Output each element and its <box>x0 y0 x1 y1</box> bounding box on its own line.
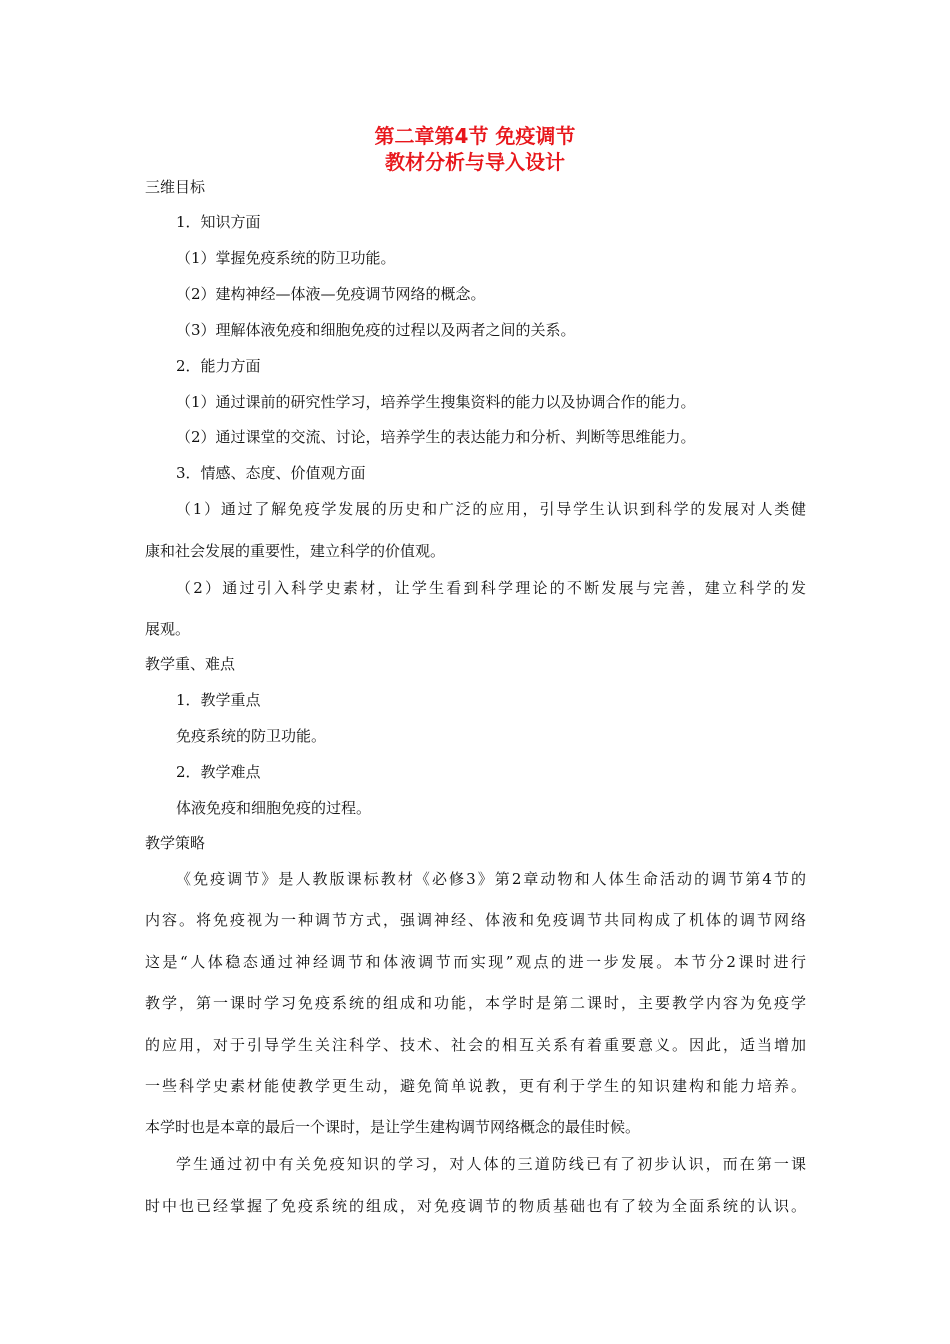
focus-heading: 1．教学重点 <box>176 691 261 709</box>
knowledge-item: （2）建构神经—体液—免疫调节网络的概念。 <box>176 285 486 303</box>
knowledge-item: （1）掌握免疫系统的防卫功能。 <box>176 249 396 267</box>
strategy-paragraph-2-line: 学生通过初中有关免疫知识的学习，对人体的三道防线已有了初步认识，而在第一课 <box>176 1155 806 1173</box>
emotion-heading: 3．情感、态度、价值观方面 <box>176 464 366 482</box>
emotion-item-1-line-1: （1）通过了解免疫学发展的历史和广泛的应用，引导学生认识到科学的发展对人类健 <box>176 500 806 518</box>
knowledge-heading: 1．知识方面 <box>176 213 261 231</box>
ability-item: （1）通过课前的研究性学习，培养学生搜集资料的能力以及协调合作的能力。 <box>176 393 696 411</box>
strategy-paragraph-line: 教学，第一课时学习免疫系统的组成和功能，本学时是第二课时，主要教学内容为免疫学 <box>145 994 806 1012</box>
difficulty-text: 体液免疫和细胞免疫的过程。 <box>176 799 372 817</box>
difficulty-heading: 2．教学难点 <box>176 763 261 781</box>
ability-item: （2）通过课堂的交流、讨论，培养学生的表达能力和分析、判断等思维能力。 <box>176 428 696 446</box>
ability-heading: 2．能力方面 <box>176 357 261 375</box>
goals-heading: 三维目标 <box>145 178 206 196</box>
strategy-paragraph-2-line: 时中也已经掌握了免疫系统的组成，对免疫调节的物质基础也有了较为全面系统的认识。 <box>145 1197 806 1215</box>
focus-text: 免疫系统的防卫功能。 <box>176 727 327 745</box>
key-points-heading: 教学重、难点 <box>145 655 236 673</box>
strategy-paragraph-line: 一些科学史素材能使教学更生动，避免简单说教，更有利于学生的知识建构和能力培养。 <box>145 1077 806 1095</box>
emotion-item-1-line-2: 康和社会发展的重要性，建立科学的价值观。 <box>145 542 446 560</box>
emotion-item-2-line-1: （2）通过引入科学史素材，让学生看到科学理论的不断发展与完善，建立科学的发 <box>176 579 806 597</box>
strategy-paragraph-line: 《免疫调节》是人教版课标教材《必修3》第2章动物和人体生命活动的调节第4节的 <box>176 870 806 888</box>
knowledge-item: （3）理解体液免疫和细胞免疫的过程以及两者之间的关系。 <box>176 321 576 339</box>
strategy-heading: 教学策略 <box>145 834 206 852</box>
strategy-paragraph-line: 内容。将免疫视为一种调节方式，强调神经、体液和免疫调节共同构成了机体的调节网络 <box>145 911 806 929</box>
strategy-paragraph-line: 的应用，对于引导学生关注科学、技术、社会的相互关系有着重要意义。因此，适当增加 <box>145 1036 806 1054</box>
title-line-1: 第二章第4节 免疫调节 <box>374 124 576 148</box>
strategy-paragraph-line: 这是“人体稳态通过神经调节和体液调节而实现”观点的进一步发展。本节分2课时进行 <box>145 953 806 971</box>
strategy-paragraph-line: 本学时也是本章的最后一个课时，是让学生建构调节网络概念的最佳时候。 <box>145 1118 641 1136</box>
emotion-item-2-line-2: 展观。 <box>145 620 191 638</box>
title-line-2: 教材分析与导入设计 <box>385 150 565 174</box>
